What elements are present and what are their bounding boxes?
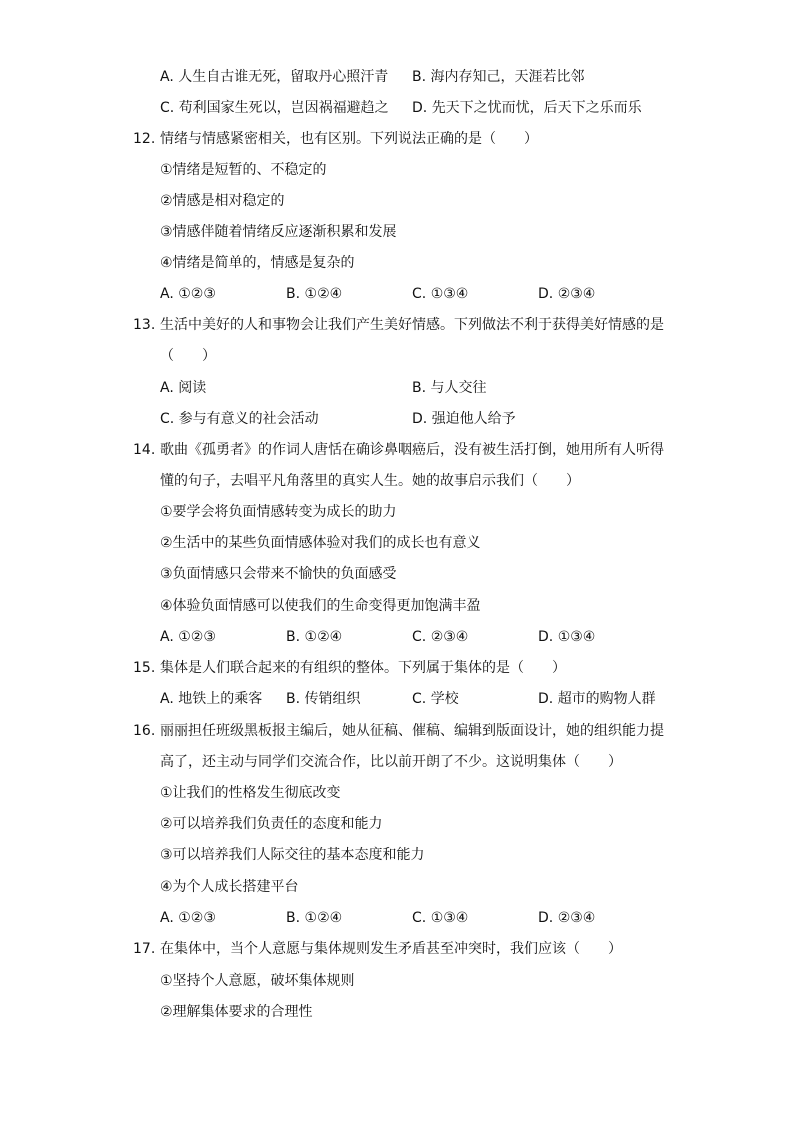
q12-option-c: C. ①③④ [412, 286, 469, 302]
q15-option-c: C. 学校 [412, 691, 459, 707]
q17-item-1: ①坚持个人意愿，破坏集体规则 [160, 973, 355, 989]
q17-stem: 在集体中，当个人意愿与集体规则发生矛盾甚至冲突时，我们应该（ ） [160, 941, 622, 957]
q14-item-4: ④体验负面情感可以使我们的生命变得更加饱满丰盈 [160, 598, 481, 614]
q15-option-d: D. 超市的购物人群 [538, 691, 656, 707]
q15-stem: 集体是人们联合起来的有组织的整体。下列属于集体的是（ ） [160, 660, 566, 676]
q14-stem-line2: 懂的句子，去唱平凡角落里的真实人生。她的故事启示我们（ ） [160, 473, 580, 489]
q13-stem-line2: （ ） [160, 348, 216, 364]
q14-item-3: ③负面情感只会带来不愉快的负面感受 [160, 566, 397, 582]
q11-option-b: B. 海内存知己，天涯若比邻 [412, 69, 585, 85]
q15-option-b: B. 传销组织 [286, 691, 361, 707]
q16-item-4: ④为个人成长搭建平台 [160, 879, 299, 895]
q12-item-1: ①情绪是短暂的、不稳定的 [160, 162, 327, 178]
q14-number: 14. [133, 442, 156, 458]
q16-stem-line2: 高了，还主动与同学们交流合作，比以前开朗了不少。这说明集体（ ） [160, 754, 622, 770]
q12-stem: 情绪与情感紧密相关，也有区别。下列说法正确的是（ ） [160, 131, 538, 147]
q13-option-a: A. 阅读 [160, 380, 207, 396]
q13-number: 13. [133, 317, 156, 333]
q14-option-d: D. ①③④ [538, 629, 596, 645]
q15-option-a: A. 地铁上的乘客 [160, 691, 263, 707]
q13-stem-line1: 生活中美好的人和事物会让我们产生美好情感。下列做法不利于获得美好情感的是 [160, 317, 664, 333]
q16-stem-line1: 丽丽担任班级黑板报主编后，她从征稿、催稿、编辑到版面设计，她的组织能力提 [160, 723, 664, 739]
q13-option-b: B. 与人交往 [412, 380, 487, 396]
q16-option-c: C. ①③④ [412, 910, 469, 926]
q16-number: 16. [133, 723, 156, 739]
q15-number: 15. [133, 660, 156, 676]
q14-stem-line1: 歌曲《孤勇者》的作词人唐恬在确诊鼻咽癌后，没有被生活打倒，她用所有人听得 [160, 442, 664, 458]
q11-option-a: A. 人生自古谁无死，留取丹心照汗青 [160, 69, 389, 85]
q12-option-a: A. ①②③ [160, 286, 216, 302]
q14-option-c: C. ②③④ [412, 629, 469, 645]
q12-item-2: ②情感是相对稳定的 [160, 193, 285, 209]
q12-item-4: ④情绪是简单的，情感是复杂的 [160, 255, 355, 271]
q13-option-c: C. 参与有意义的社会活动 [160, 411, 319, 427]
q14-item-1: ①要学会将负面情感转变为成长的助力 [160, 504, 397, 520]
q13-option-d: D. 强迫他人给予 [412, 411, 516, 427]
q16-item-2: ②可以培养我们负责任的态度和能力 [160, 816, 383, 832]
q14-option-a: A. ①②③ [160, 629, 216, 645]
q12-item-3: ③情感伴随着情绪反应逐渐积累和发展 [160, 224, 397, 240]
q16-option-a: A. ①②③ [160, 910, 216, 926]
q14-option-b: B. ①②④ [286, 629, 343, 645]
q17-item-2: ②理解集体要求的合理性 [160, 1004, 313, 1020]
q11-option-d: D. 先天下之忧而忧，后天下之乐而乐 [412, 100, 642, 116]
q16-option-d: D. ②③④ [538, 910, 596, 926]
q17-number: 17. [133, 941, 156, 957]
q16-item-1: ①让我们的性格发生彻底改变 [160, 785, 341, 801]
q12-option-b: B. ①②④ [286, 286, 343, 302]
q12-option-d: D. ②③④ [538, 286, 596, 302]
q14-item-2: ②生活中的某些负面情感体验对我们的成长也有意义 [160, 535, 481, 551]
q16-item-3: ③可以培养我们人际交往的基本态度和能力 [160, 847, 425, 863]
q12-number: 12. [133, 131, 156, 147]
q11-option-c: C. 苟利国家生死以，岂因祸福避趋之 [160, 100, 389, 116]
q16-option-b: B. ①②④ [286, 910, 343, 926]
